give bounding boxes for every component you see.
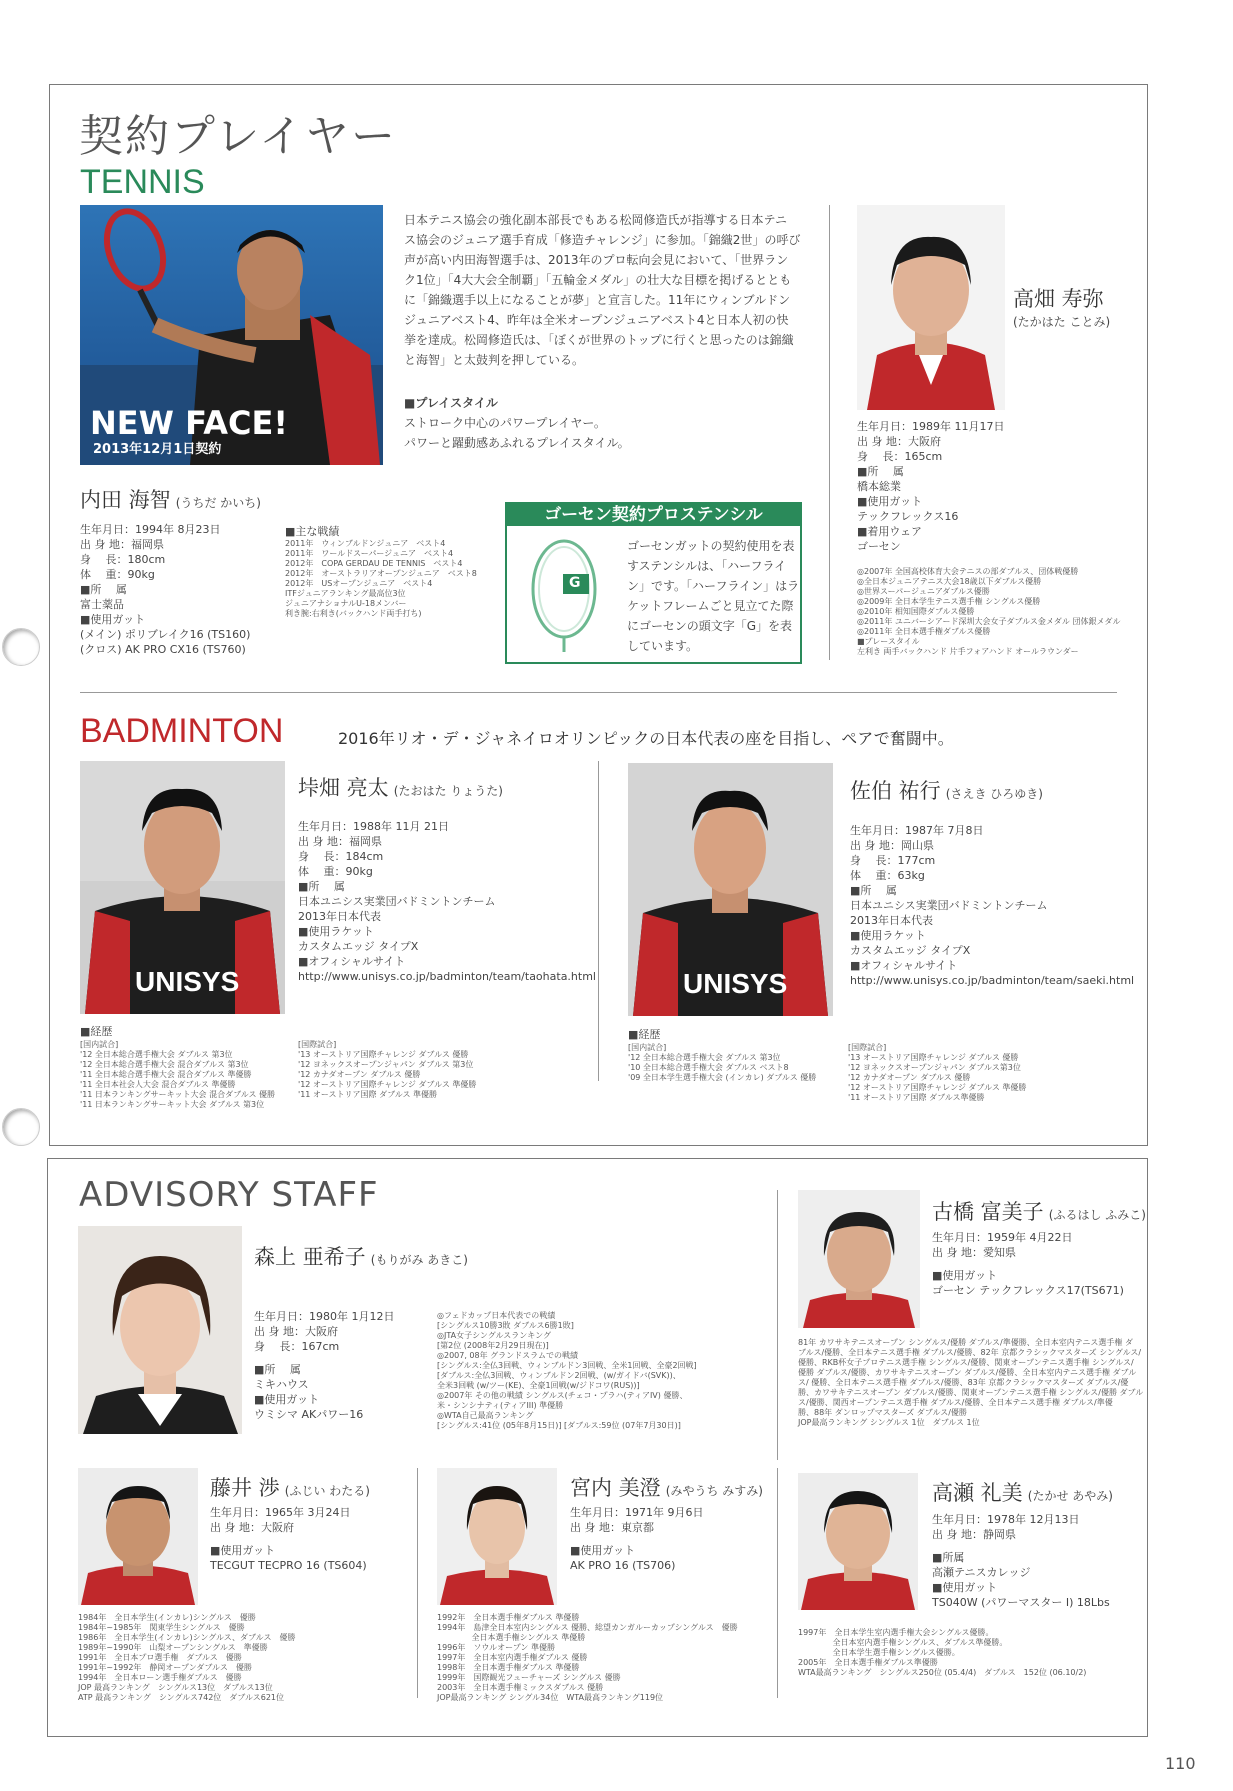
profile-line: ■使用ラケット [298,925,374,938]
profile-line: 身 長：184cm [298,850,384,863]
career-line: '11 日本ランキングサーキット大会 混合ダブルス 優勝 [80,1090,276,1099]
result-line: 全日本学生選手権シングルス優勝。 [798,1648,960,1657]
profile-line: 出 身 地：東京都 [570,1521,654,1534]
profile-line: 生年月日：1987年 7月8日 [850,824,984,837]
profile-line: 高瀬テニスカレッジ [932,1566,1031,1579]
profile-line: 生年月日：1994年 8月23日 [80,523,221,536]
intro-line: ジュニアベスト4、昨年は全米オープンジュニアベスト4と日本人初の快 [404,313,789,327]
saeki-name: 佐伯 祐行 [850,779,941,803]
career-line: [国際試合] [298,1040,337,1049]
miyauchi-profile [570,1505,704,1573]
career-line: '11 日本ランキングサーキット大会 ダブルス 第3位 [80,1100,265,1109]
result-line: [シングルス:全仏3回戦、ウィンブルドン3回戦、全米1回戦、全豪2回戦] [437,1361,697,1370]
profile-line: 出 身 地：岡山県 [850,839,934,852]
miyauchi-name: 宮内 美澄 [570,1476,661,1500]
stencil-line: ゴーセンガットの契約使用を表 [627,539,795,553]
intro-line: 声が高い内田海智選手は、2013年のプロ転向会見において、「世界ラン [404,253,789,267]
career-line: '11 全日本社会人大会 混合ダブルス 準優勝 [80,1080,236,1089]
result-line: 利き腕:右利き(バックハンド両手打ち) [285,609,422,618]
furuhashi-profile [932,1230,1124,1298]
profile-line: ■使用ガット [80,613,146,626]
advisory-heading: ADVISORY STAFF [79,1175,379,1215]
furuhashi-name: 古橋 富美子 [932,1200,1044,1224]
profile-line: ウミシマ AKパワー16 [254,1408,364,1421]
badminton-divider [598,761,599,1081]
result-line: ■プレースタイル [857,637,920,646]
new-face-badge: NEW FACE! [90,404,288,442]
result-line: ◎全日本ジュニアテニス大会18歳以下ダブルス優勝 [857,577,1042,586]
takase-name-row [932,1477,1113,1507]
morigami-results [437,1311,697,1431]
profile-line: AK PRO 16 (TS706) [570,1559,676,1572]
svg-text:UNISYS: UNISYS [135,966,240,997]
saeki-profile [850,823,1134,988]
result-line: [シングルス:41位 (05年8月15日)] [ダブルス:59位 (07年7月30日)] [437,1421,681,1430]
profile-line: 2013年日本代表 [298,910,381,923]
takahata-kana: (たかはた ことみ) [1013,315,1111,329]
profile-line: ■使用ガット [254,1393,320,1406]
profile-line: カスタムエッジ タイプX [850,944,971,957]
result-line: 全日本選手権シングルス 準優勝 [437,1633,586,1642]
result-line: 全日本室内選手権シングルス、ダブルス準優勝。 [798,1638,1008,1647]
result-line: 1997年 全日本学生室内選手権大会シングルス優勝。 [798,1628,994,1637]
stencil-line: すステンシルは、「ハーフライ [627,559,787,573]
result-line: 2012年 COPA GERDAU DE TENNIS ベスト4 [285,559,463,568]
result-line: ス/ 優勝、全日本テニス選手権 ダブルス/優勝、83年 京都クラシックマスターズ ダブルス/優 [798,1378,1129,1387]
profile-line: ■オフィシャルサイト [298,955,406,968]
uchida-profile [80,522,250,657]
advisory-divider-2 [417,1468,418,1698]
career-line: [国内試合] [80,1040,119,1049]
profile-line: 日本ユニシス実業団バドミントンチーム [298,895,496,908]
profile-line: 生年月日：1989年 11月17日 [857,420,1005,433]
profile-line: 生年月日：1978年 12月13日 [932,1513,1080,1526]
taohata-name: 垰畑 亮太 [298,776,389,800]
results-label: ■主な戦績 [285,525,340,538]
profile-line: 体 重：90kg [298,865,373,878]
profile-line: TS040W (パワーマスター I) 18Lbs [932,1596,1110,1609]
career-line: '13 オーストリア国際チャレンジ ダブルス 優勝 [298,1050,469,1059]
result-line: 優勝 ダブルス/優勝、カワサキテニスオープン ダブルス/優勝、全日本室内テニス選手権 ダブル [798,1368,1137,1377]
takahata-name-text: 高畑 寿弥 [1013,287,1104,311]
style-line: ストローク中心のパワープレイヤー。 [404,416,606,430]
result-line: JOP最高ランキング シングルス 1位 ダブルス 1位 [798,1418,980,1427]
result-line: 優勝、RKB杯女子プロテニス選手権 シングルス/優勝、関東オープンテニス選手権 シングルス/ [798,1358,1134,1367]
intro-line: ク1位」「4大大会全制覇」「五輪金メダル」の壮大な目標を掲げるととも [404,273,792,287]
contract-date: 2013年12月1日契約 [93,442,222,457]
career-line: '12 カナダオープン ダブルス 優勝 [298,1070,421,1079]
saeki-kana: (さえき ひろゆき) [945,787,1043,801]
profile-line: 橋本総業 [857,480,901,493]
racket-stencil-icon [525,534,603,652]
miyauchi-kana: (みやうち みすみ) [665,1484,763,1498]
profile-line: テックフレックス16 [857,510,959,523]
advisory-divider-3 [777,1468,778,1698]
result-line: 2005年 全日本選手権ダブルス準優勝 [798,1658,938,1667]
profile-line: ■使用ガット [857,495,923,508]
result-line: 2011年 ウィンブルドンジュニア ベスト4 [285,539,446,548]
uchida-intro [404,210,800,370]
miyauchi-photo [437,1468,557,1605]
result-line: 全米3回戦 (w/ツー(KE)、全豪1回戦(w/ジドコワ(RUS))] [437,1381,640,1390]
result-line: JOP 最高ランキング シングルス13位 ダブルス13位 [78,1683,273,1692]
official-site-link[interactable]: http://www.unisys.co.jp/badminton/team/saeki.html [850,974,1135,987]
spacer [932,1260,1124,1268]
profile-line: ■所 属 [298,880,345,893]
fujii-photo [78,1468,198,1605]
result-line: 2003年 全日本選手権ミックスダブルス 優勝 [437,1683,604,1692]
profile-line: 出 身 地：福岡県 [298,835,382,848]
stencil-text [627,536,799,656]
profile-line: ミキハウス [254,1378,309,1391]
profile-line: ■使用ガット [210,1544,276,1557]
profile-line: ■所 属 [857,465,904,478]
result-line: 81年 カワサキテニスオープン シングルス/優勝 ダブルス/準優勝、全日本室内テニス選手権 ダ [798,1338,1133,1347]
takahata-results [857,567,1120,657]
profile-line: 身 長：177cm [850,854,936,867]
career-line: '11 全日本総合選手権大会 混合ダブルス 準優勝 [80,1070,252,1079]
profile-line: 生年月日：1959年 4月22日 [932,1231,1073,1244]
result-line: 1984年~1985年 関東学生シングルス 優勝 [78,1623,245,1632]
stencil-box [505,502,802,664]
taohata-photo [80,761,285,1014]
result-line: 勝、カワサキテニスオープン ダブルス/優勝、関東オープンテニス選手権 シングルス/優勝 ダブル [798,1388,1144,1397]
spacer [210,1535,367,1543]
result-line: ITFジュニアランキング最高位3位 [285,589,406,598]
profile-line: 出 身 地：愛知県 [932,1246,1016,1259]
saeki-name-row [850,775,1043,805]
morigami-photo [78,1226,242,1434]
takahata-name [1013,283,1110,330]
fujii-kana: (ふじい わたる) [284,1484,370,1498]
career-line: '12 オーストリア国際チャレンジ ダブルス 準優勝 [848,1083,1027,1092]
result-line: ◎JTA女子シングルスランキング [437,1331,551,1340]
profile-line: 生年月日：1971年 9月6日 [570,1506,704,1519]
result-line: [第2位 (2008年2月29日現在)] [437,1341,549,1350]
profile-line: 身 長：167cm [254,1340,340,1353]
profile-line: 出 身 地：福岡県 [80,538,164,551]
taohata-name-row [298,772,503,802]
career-line: '12 全日本総合選手権大会 混合ダブルス 第3位 [80,1060,249,1069]
profile-line: ■所属 [932,1551,965,1564]
result-line: 1986年 全日本学生(インカレ)シングルス、ダブルス 優勝 [78,1633,296,1642]
miyauchi-name-row [570,1472,763,1502]
tennis-divider [829,205,830,660]
profile-line: 出 身 地：静岡県 [932,1528,1016,1541]
profile-line: 富士薬品 [80,598,124,611]
profile-line: (クロス) AK PRO CX16 (TS760) [80,643,246,656]
result-line: ◎2007, 08年 グランドスラムでの戦績 [437,1351,578,1360]
stencil-title: ゴーセン契約プロステンシル [507,504,800,526]
result-line: ◎2011年 ユニバーシアード深圳大会女子ダブルス金メダル 団体銀メダル [857,617,1121,626]
result-line: JOP最高ランキング シングル34位 WTA最高ランキング119位 [437,1693,664,1702]
morigami-name: 森上 亜希子 [254,1245,366,1269]
section-divider [80,692,1117,693]
intro-line: に「錦織選手以上になることが夢」と宣言した。11年にウィンブルドン [404,293,791,307]
result-line: 1989年~1990年 山梨オープンシングルス 準優勝 [78,1643,268,1652]
saeki-photo [628,763,833,1016]
stencil-line: ケットフレームごと見立てた際 [627,599,794,613]
furuhashi-photo [798,1190,920,1328]
result-line: ATP 最高ランキング シングルス742位 ダブルス621位 [78,1693,285,1702]
profile-line: ■所 属 [80,583,127,596]
spacer [570,1535,704,1543]
career-line: '11 オーストリア国際 ダブルス 準優勝 [298,1090,438,1099]
career-line: '12 全日本総合選手権大会 ダブルス 第3位 [80,1050,233,1059]
uchida-results [285,524,477,619]
page-title: 契約プレイヤー [79,111,398,162]
style-line: パワーと躍動感あふれるプレイスタイル。 [404,436,630,450]
taohata-career [80,1024,477,1109]
profile-line: ゴーセン テックフレックス17(TS671) [932,1284,1124,1297]
badminton-heading: BADMINTON [80,712,284,750]
binder-hole-bottom [2,1108,40,1146]
svg-text:UNISYS: UNISYS [683,968,788,999]
career-line: '12 ヨネックスオープンジャパン ダブルス第3位 [848,1063,1021,1072]
morigami-kana: (もりがみ あきこ) [370,1253,468,1267]
miyauchi-results [437,1613,738,1703]
takase-kana: (たかせ あやみ) [1027,1489,1113,1503]
result-line: ◎フェドカップ日本代表での戦績 [437,1311,556,1320]
result-line: 1991年~1992年 静岡オープンダブルス 優勝 [78,1663,252,1672]
takahata-photo [857,205,1005,410]
result-line: ス/優勝、関西オープンテニス選手権 ダブルス/優勝、全日本テニス選手権 ダブルス/準優 [798,1398,1113,1407]
spacer [254,1354,395,1362]
page-number: 110 [1165,1754,1196,1773]
result-line: 米・シンシナティ(ティアIII) 準優勝 [437,1401,564,1410]
stencil-line: ン」です。「ハーフライン」はラ [627,579,800,593]
result-line: ◎2007年 全国高校体育大会テニスの部ダブルス、団体戦優勝 [857,567,1079,576]
career-line: '10 全日本総合選手権大会 ダブルス ベスト8 [628,1063,789,1072]
career-line: '11 オーストリア国際 ダブルス準優勝 [848,1093,985,1102]
result-line: 2012年 USオープンジュニア ベスト4 [285,579,433,588]
profile-line: 体 重：90kg [80,568,155,581]
career-line: '12 全日本総合選手権大会 ダブルス 第3位 [628,1053,781,1062]
profile-line: ゴーセン [857,540,901,553]
career-line: [国内試合] [628,1043,667,1052]
profile-line: ■所 属 [850,884,897,897]
result-line: 1994年 島津全日本室内シングルス 優勝、総望カンガルーカップシングルス 優勝 [437,1623,738,1632]
binder-hole-top [2,628,40,666]
profile-line: (メイン) ポリブレイク16 (TS160) [80,628,251,641]
profile-line: 生年月日：1965年 3月24日 [210,1506,351,1519]
result-line: ◎2010年 相知国際ダブルス優勝 [857,607,975,616]
takase-profile [932,1512,1110,1610]
result-line: 1996年 ソウルオープン 準優勝 [437,1643,555,1652]
result-line: ◎2007年 その他の戦績 シングルス(チェコ・プラハ(ティアIV) 優勝、 [437,1391,688,1400]
result-line: 1999年 国際観光フューチャーズ シングルス 優勝 [437,1673,621,1682]
profile-line: 身 長：165cm [857,450,943,463]
saeki-career [628,1027,1027,1102]
career-label: ■経歴 [628,1028,661,1041]
career-line: '12 ヨネックスオープンジャパン ダブルス 第3位 [298,1060,474,1069]
takahata-profile [857,419,1004,554]
morigami-profile [254,1309,395,1422]
takase-photo [798,1473,918,1610]
profile-line: ■着用ウェア [857,525,922,538]
intro-line: ス協会のジュニア選手育成「修造チャレンジ」に参加。「錦織2世」の呼び [404,233,801,247]
advisory-divider [777,1190,778,1460]
badminton-tagline: 2016年リオ・デ・ジャネイロオリンピックの日本代表の座を目指し、ペアで奮闘中。 [338,729,954,748]
career-line: '13 オーストリア国際チャレンジ ダブルス 優勝 [848,1053,1019,1062]
profile-line: ■使用ラケット [850,929,926,942]
profile-line: 2013年日本代表 [850,914,933,927]
result-line: ブルス/優勝、全日本テニス選手権 ダブルス/優勝、82年 京都クラシックマスターズ シングルス/ [798,1348,1142,1357]
career-line: [国際試合] [848,1043,887,1052]
intro-line: 日本テニス協会の強化副本部長でもある松岡修造氏が指導する日本テニ [404,213,788,227]
result-line: 2012年 オーストラリアオープンジュニア ベスト8 [285,569,477,578]
career-label: ■経歴 [80,1025,113,1038]
furuhashi-name-row [932,1196,1146,1226]
profile-line: 出 身 地：大阪府 [254,1325,338,1338]
result-line: WTA最高ランキング シングルス250位 (05.4/4) ダブルス 152位 (06.10/2) [798,1668,1087,1677]
fujii-results [78,1613,295,1703]
morigami-name-row [254,1241,468,1271]
result-line: ◎WTA自己最高ランキング [437,1411,534,1420]
profile-line: 日本ユニシス実業団バドミントンチーム [850,899,1048,912]
taohata-profile [298,819,596,984]
result-line: 1998年 全日本選手権ダブルス 準優勝 [437,1663,580,1672]
result-line: ◎2011年 全日本選手権ダブルス優勝 [857,627,991,636]
stencil-mark: G [569,575,581,591]
career-line: '09 全日本学生選手権大会 (インカレ) ダブルス 優勝 [628,1073,817,1082]
profile-line: 体 重：63kg [850,869,925,882]
style-label: ■プレイスタイル [404,396,498,410]
result-line: 左利き 両手バックハンド 片手フォアハンド オールラウンダー [857,647,1079,656]
profile-line: 生年月日：1988年 11月 21日 [298,820,449,833]
uchida-style [404,393,630,453]
profile-line: 出 身 地：大阪府 [857,435,941,448]
taohata-kana: (たおはた りょうた) [393,784,503,798]
profile-line: ■使用ガット [932,1269,998,1282]
takase-results [798,1628,1086,1678]
stencil-line: しています。 [627,639,699,653]
uchida-name: 内田 海智 [80,488,171,512]
result-line: [シングルス10勝3敗 ダブルス6勝1敗] [437,1321,574,1330]
uchida-kana: (うちだ かいち) [175,496,261,510]
result-line: 1984年 全日本学生(インカレ)シングルス 優勝 [78,1613,256,1622]
career-line: '12 カナダオープン ダブルス 優勝 [848,1073,971,1082]
result-line: 1997年 全日本室内選手権ダブルス 優勝 [437,1653,588,1662]
profile-line: カスタムエッジ タイプX [298,940,419,953]
result-line: 1991年 全日本プロ選手権 ダブルス 優勝 [78,1653,242,1662]
profile-line: ■オフィシャルサイト [850,959,958,972]
profile-line: 身 長：180cm [80,553,166,566]
career-line: '12 オーストリア国際チャレンジ ダブルス 準優勝 [298,1080,477,1089]
intro-line: 挙を達成。松岡修造氏は、「ぼくが世界のトップに行くと思ったのは錦織 [404,333,794,347]
official-site-link[interactable]: http://www.unisys.co.jp/badminton/team/taohata.html [298,970,596,983]
result-line: 1992年 全日本選手権ダブルス 準優勝 [437,1613,580,1622]
furuhashi-results [798,1338,1143,1428]
takase-name: 高瀬 礼美 [932,1481,1023,1505]
result-line: 勝、88年 ダンロップマスターズ ダブルス/優勝 [798,1408,967,1417]
result-line: ◎2009年 全日本学生テニス選手権 シングルス優勝 [857,597,1041,606]
spacer [932,1542,1110,1550]
profile-line: ■使用ガット [570,1544,636,1557]
result-line: 1994年 全日本ローン選手権ダブルス 優勝 [78,1673,242,1682]
fujii-name: 藤井 渉 [210,1476,280,1500]
result-line: ジュニアナショナルU-18メンバー [285,599,407,608]
profile-line: ■使用ガット [932,1581,998,1594]
profile-line: 出 身 地：大阪府 [210,1521,294,1534]
tennis-heading: TENNIS [80,163,205,201]
intro-line: と海智」と太鼓判を押している。 [404,353,585,367]
profile-line: TECGUT TECPRO 16 (TS604) [210,1559,367,1572]
result-line: [ダブルス:全仏3回戦、ウィンブルドン2回戦、(w/ガイドバ(SVK))、 [437,1371,681,1380]
result-line: ◎世界スーパージュニアダブルス優勝 [857,587,990,596]
fujii-profile [210,1505,367,1573]
fujii-name-row [210,1472,370,1502]
furuhashi-kana: (ふるはし ふみこ) [1048,1208,1146,1222]
stencil-line: にゴーセンの頭文字「G」を表 [627,619,793,633]
uchida-name-row [80,484,261,514]
result-line: 2011年 ワールドスーパージュニア ベスト4 [285,549,454,558]
profile-line: 生年月日：1980年 1月12日 [254,1310,395,1323]
profile-line: ■所 属 [254,1363,301,1376]
